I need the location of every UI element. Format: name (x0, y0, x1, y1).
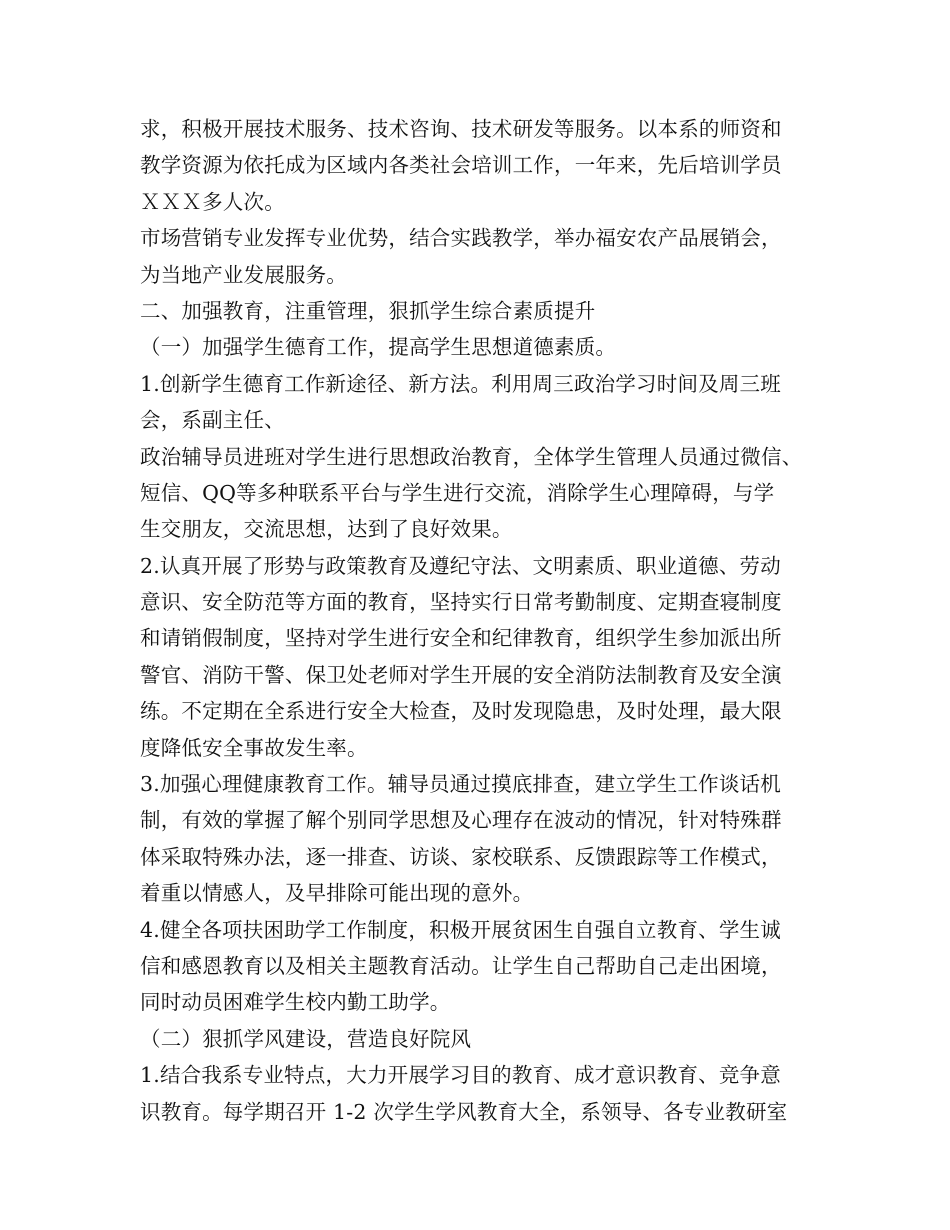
text-line: ＸＸＸ多人次。 (140, 189, 285, 214)
text-line: 制，有效的掌握了解个别同学思想及心理存在波动的情况，针对特殊群 (140, 808, 782, 833)
subsection-heading: （二）狠抓学风建设，营造良好院风 (140, 1026, 472, 1051)
text-line: 4.健全各项扶困助学工作制度，积极开展贫困生自强自立教育、学生诚 (140, 917, 781, 942)
text-line: 求，积极开展技术服务、技术咨询、技术研发等服务。以本系的师资和 (140, 117, 782, 141)
text-line: 教学资源为依托成为区域内各类社会培训工作，一年来，先后培训学员 (140, 153, 782, 178)
document-body (140, 111, 840, 1130)
text-line: 着重以情感人，及早排除可能出现的意外。 (140, 881, 534, 906)
text-line: 生交朋友，交流思想，达到了良好效果。 (140, 517, 513, 542)
text-line: 会，系副主任、 (140, 408, 285, 433)
text-line: 信和感恩教育以及相关主题教育活动。让学生自己帮助自己走出困境， (140, 953, 782, 978)
text-line: 1.结合我系专业特点，大力开展学习目的教育、成才意识教育、竞争意 (140, 1063, 781, 1088)
text-line: 练。不定期在全系进行安全大检查，及时发现隐患，及时处理，最大限 (140, 699, 782, 724)
text-line: 为当地产业发展服务。 (140, 262, 347, 287)
text-line: 政治辅导员进班对学生进行思想政治教育，全体学生管理人员通过微信、 (140, 444, 803, 469)
text-line: 和请销假制度，坚持对学生进行安全和纪律教育，组织学生参加派出所 (140, 626, 782, 651)
section-heading: 二、加强教育，注重管理，狠抓学生综合素质提升 (140, 298, 596, 323)
text-line: 体采取特殊办法，逐一排查、访谈、家校联系、反馈跟踪等工作模式， (140, 844, 782, 869)
text-line: 市场营销专业发挥专业优势，结合实践教学，举办福安农产品展销会， (140, 226, 782, 251)
text-line: 警官、消防干警、保卫处老师对学生开展的安全消防法制教育及安全演 (140, 662, 782, 687)
text-line: 2.认真开展了形势与政策教育及遵纪守法、文明素质、职业道德、劳动 (140, 553, 781, 578)
text-line: 同时动员困难学生校内勤工助学。 (140, 990, 451, 1015)
subsection-heading: （一）加强学生德育工作，提高学生思想道德素质。 (140, 335, 617, 360)
text-line: 1.创新学生德育工作新途径、新方法。利用周三政治学习时间及周三班 (140, 371, 781, 396)
text-line: 意识、安全防范等方面的教育，坚持实行日常考勤制度、定期查寝制度 (140, 590, 782, 615)
text-line: 识教育。每学期召开 1-2 次学生学风教育大全，系领导、各专业教研室 (140, 1099, 788, 1124)
text-line: 短信、QQ等多种联系平台与学生进行交流，消除学生心理障碍，与学 (140, 480, 775, 505)
text-line: 度降低安全事故发生率。 (140, 735, 368, 760)
text-line: 3.加强心理健康教育工作。辅导员通过摸底排查，建立学生工作谈话机 (140, 772, 781, 797)
